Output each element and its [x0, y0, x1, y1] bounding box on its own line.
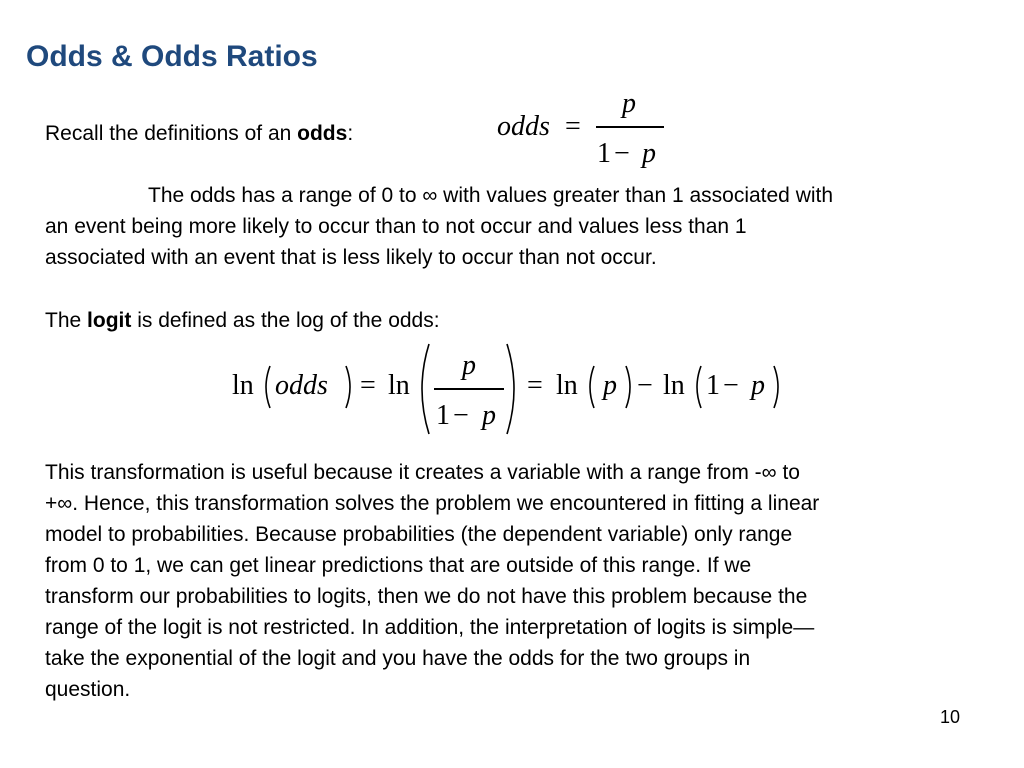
body-paragraph-line-5: transform our probabilities to logits, then we do not have this problem because the — [45, 585, 808, 608]
denominator-p: p — [642, 138, 656, 169]
body-paragraph-line-1: This transformation is useful because it creates a variable with a range from -∞ to — [45, 461, 800, 484]
denominator-one: 1 — [597, 138, 611, 169]
body-paragraph-line-8: question. — [45, 678, 131, 701]
body-paragraph-line-2: +∞. Hence, this transformation solves the problem we encountered in fitting a linear — [45, 492, 820, 515]
body-paragraph-line-3: model to probabilities. Because probabilities (the dependent variable) only range — [45, 523, 793, 546]
page-number: 10 — [939, 707, 960, 727]
odds-definition-intro — [45, 118, 353, 149]
right-paren-3 — [772, 365, 782, 409]
odds-variable: odds — [497, 111, 550, 142]
minus-between: − — [637, 370, 653, 401]
range-paragraph-line-2: an event being more likely to occur than to not occur and values less than 1 — [45, 215, 747, 238]
frac-numerator-p: p — [462, 350, 476, 381]
ln-1: ln — [232, 370, 254, 401]
range-paragraph-line-3: associated with an event that is less likely to occur than not occur. — [45, 246, 657, 269]
ln-4: ln — [663, 370, 685, 401]
logit-fraction-bar — [434, 388, 504, 390]
frac-denominator-p: p — [482, 400, 496, 431]
right-paren-1 — [344, 365, 354, 409]
left-big-paren — [415, 343, 431, 435]
minus-sign: − — [614, 138, 630, 169]
fraction-bar — [596, 126, 664, 128]
body-paragraph-line-7: take the exponential of the logit and you have the odds for the two groups in — [45, 647, 751, 670]
one-minus-p: p — [751, 370, 765, 401]
left-paren-2 — [586, 365, 596, 409]
numerator-p: p — [622, 88, 636, 119]
logit-intro: The logit is defined as the log of the odds: — [45, 309, 440, 332]
intro-colon: : — [347, 122, 354, 145]
frac-denominator-one: 1 — [436, 400, 450, 431]
equals-1: = — [360, 370, 376, 401]
left-paren-3 — [693, 365, 703, 409]
frac-minus: − — [453, 400, 469, 431]
one-minus-one: 1 — [706, 370, 720, 401]
range-paragraph-line-1: The odds has a range of 0 to ∞ with values greater than 1 associated with — [148, 184, 834, 207]
right-paren-2 — [624, 365, 634, 409]
left-paren-1 — [262, 365, 272, 409]
slide-title: Odds & Odds Ratios — [26, 40, 318, 73]
ln-3: ln — [556, 370, 578, 401]
intro-text: Recall the definitions of an — [45, 122, 298, 145]
odds-arg: odds — [275, 370, 328, 401]
right-big-paren — [505, 343, 521, 435]
odds-term: odds — [297, 122, 348, 145]
ln-2: ln — [388, 370, 410, 401]
equals-sign: = — [565, 111, 581, 142]
ln-p-arg: p — [603, 370, 617, 401]
equals-2: = — [527, 370, 543, 401]
body-paragraph-line-6: range of the logit is not restricted. In addition, the interpretation of logits is simple— — [45, 616, 815, 639]
body-paragraph-line-4: from 0 to 1, we can get linear predictions that are outside of this range. If we — [45, 554, 752, 577]
logit-term: logit — [87, 309, 132, 332]
one-minus-sign: − — [723, 370, 739, 401]
